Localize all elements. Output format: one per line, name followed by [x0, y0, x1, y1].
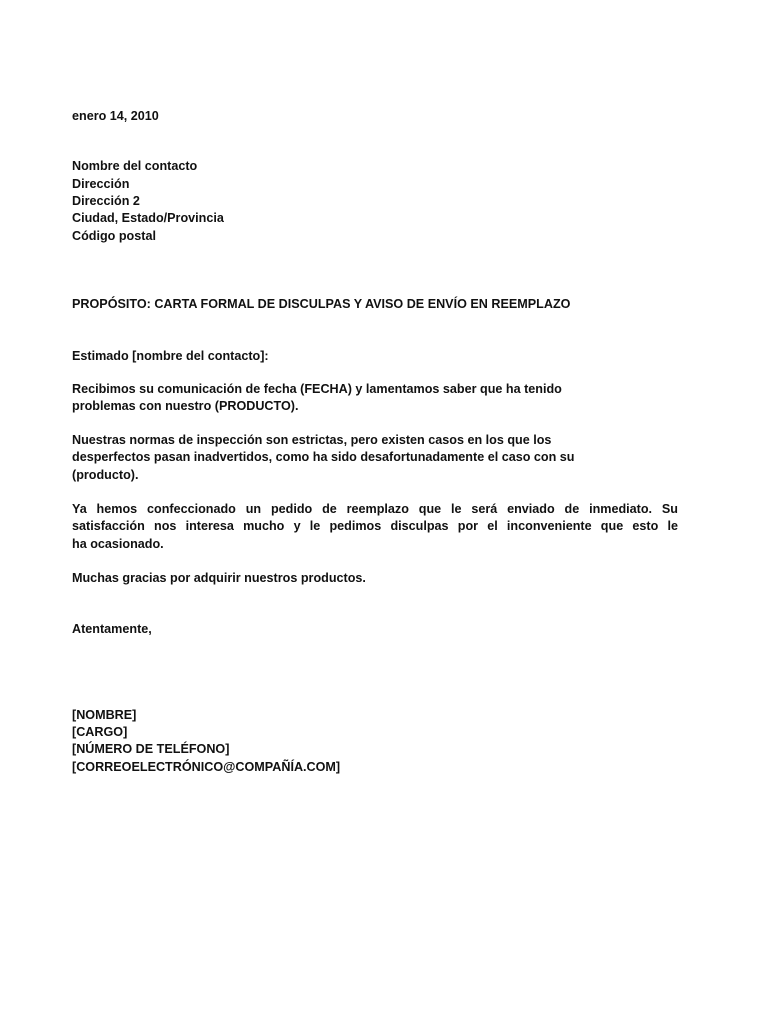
- signature-title: [CARGO]: [72, 725, 128, 739]
- recipient-postal-code: Código postal: [72, 229, 156, 243]
- paragraph-line: ha ocasionado.: [72, 536, 164, 551]
- letter-closing: Atentamente,: [72, 622, 152, 636]
- paragraph-line: Nuestras normas de inspección son estrictas, pero existen casos en los que los: [72, 433, 552, 447]
- body-paragraph-2: [72, 432, 648, 484]
- body-paragraph-3: [72, 501, 678, 553]
- signature-phone: [NÚMERO DE TELÉFONO]: [72, 742, 230, 756]
- body-paragraph-1: [72, 381, 632, 416]
- paragraph-line: satisfacción nos interesa mucho y le pedimos disculpas por el inconveniente que esto le: [72, 519, 678, 534]
- paragraph-line: Recibimos su comunicación de fecha (FECHA) y lamentamos saber que ha tenido: [72, 382, 562, 396]
- signature-name: [NOMBRE]: [72, 708, 137, 722]
- recipient-name: Nombre del contacto: [72, 159, 198, 173]
- letter-salutation: Estimado [nombre del contacto]:: [72, 349, 269, 363]
- recipient-city-state: Ciudad, Estado/Provincia: [72, 211, 224, 225]
- letter-date: enero 14, 2010: [72, 109, 159, 123]
- recipient-address-1: Dirección: [72, 177, 130, 191]
- paragraph-line: desperfectos pasan inadvertidos, como ha sido desafortunadamente el caso con su: [72, 450, 575, 465]
- letter-purpose: PROPÓSITO: CARTA FORMAL DE DISCULPAS Y AVISO DE ENVÍO EN REEMPLAZO: [72, 297, 571, 311]
- body-paragraph-4: Muchas gracias por adquirir nuestros productos.: [72, 571, 366, 585]
- recipient-address-2: Dirección 2: [72, 194, 140, 208]
- paragraph-line: Ya hemos confeccionado un pedido de reemplazo que le será enviado de inmediato. Su: [72, 502, 678, 516]
- paragraph-line: (producto).: [72, 467, 139, 482]
- signature-email: [CORREOELECTRÓNICO@COMPAÑÍA.COM]: [72, 760, 341, 774]
- paragraph-line: problemas con nuestro (PRODUCTO).: [72, 399, 299, 414]
